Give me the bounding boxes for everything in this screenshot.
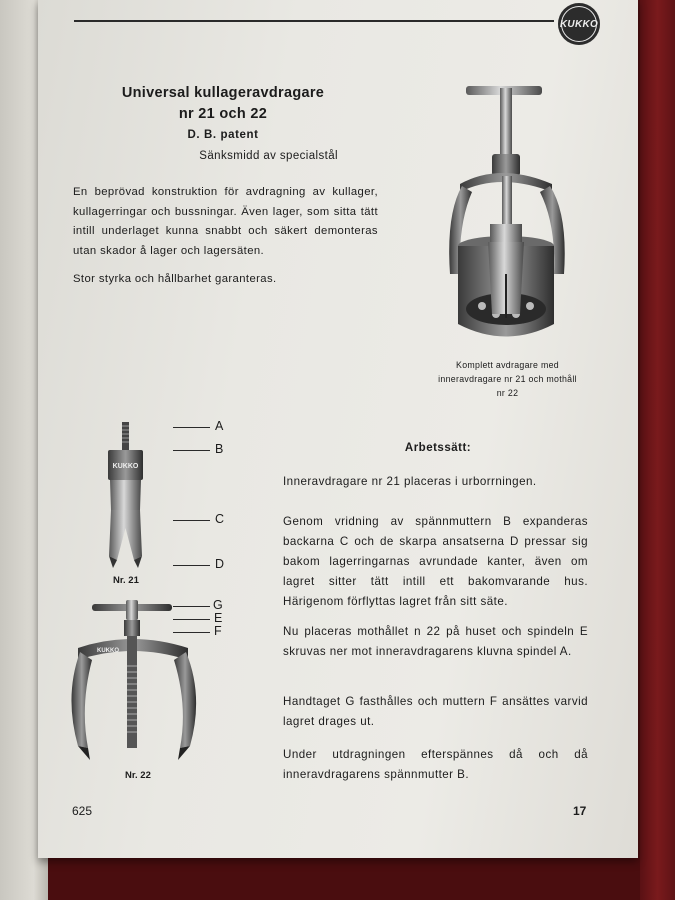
title-line-1: Universal kullageravdragare — [121, 85, 325, 101]
puller-nr22-drawing — [70, 596, 200, 766]
nr21-label: Nr. 21 — [113, 575, 139, 586]
arbetssatt-paragraph-5: Under utdragningen efterspännes då och då inneravdragarens spännmutter B. — [283, 748, 588, 781]
product-title — [108, 83, 338, 125]
arbetssatt-heading: Arbetssätt: — [404, 442, 472, 454]
page-number: 17 — [573, 804, 587, 818]
label-a: A — [215, 419, 224, 433]
intro-paragraph-2: Stor styrka och hållbarhet garanteras. — [73, 273, 277, 285]
logo-text: KUKKO — [559, 18, 599, 30]
nr22-stamp: KUKKO — [97, 648, 119, 654]
leader-g — [173, 606, 210, 607]
intro-paragraph-1: En beprövad konstruktion för avdragning av kullager, kullagerringar och bussningar. Även lager, som sitta tätt intill underlaget kunna snabbt och säkert demonteras utan skador å lager och lagersäten. — [73, 186, 378, 257]
complete-puller-photo — [440, 74, 590, 354]
label-g: G — [213, 598, 223, 612]
photo-caption: Komplett avdragare med inneravdragare nr 21 och mothåll nr 22 — [438, 360, 577, 398]
label-b: B — [215, 442, 224, 456]
label-e: E — [214, 611, 223, 625]
arbetssatt-paragraph-3: Nu placeras mothållet n 22 på huset och spindeln E skruvas ner mot inneravdragarens kluvna spindel A. — [283, 625, 588, 658]
leader-a — [173, 427, 210, 428]
header-rule — [74, 20, 554, 22]
arbetssatt-paragraph-1: Inneravdragare nr 21 placeras i urborrningen. — [283, 475, 537, 488]
nr22-label: Nr. 22 — [125, 770, 151, 781]
title-line-2: nr 21 och 22 — [178, 106, 268, 122]
catalog-number: 625 — [72, 804, 93, 818]
leader-e — [173, 619, 210, 620]
leader-c — [173, 520, 210, 521]
table-surface — [640, 0, 675, 900]
leader-f — [173, 632, 210, 633]
material-note: Sänksmidd av specialstål — [199, 150, 338, 162]
catalog-page — [38, 0, 638, 858]
label-d: D — [215, 557, 225, 571]
arbetssatt-paragraph-4: Handtaget G fasthålles och muttern F ansättes varvid lagret drages ut. — [283, 695, 588, 728]
patent-note: D. B. patent — [187, 129, 259, 141]
nr21-stamp: KUKKO — [112, 463, 139, 470]
puller-nr21-drawing — [98, 418, 153, 578]
intro-text — [73, 183, 378, 290]
label-c: C — [215, 512, 225, 526]
arbetssatt-paragraph-2: Genom vridning av spännmuttern B expanderas backarna C och de skarpa ansatserna D pressar sig bakom lagerringarnas avrundade kanter, även om lagret sitter tätt intill ett bakomvarande hus. Härigenom förflyttas lagret från sitt säte. — [283, 515, 588, 608]
label-f: F — [214, 624, 222, 638]
kukko-logo — [558, 3, 600, 45]
leader-b — [173, 450, 210, 451]
leader-d — [173, 565, 210, 566]
